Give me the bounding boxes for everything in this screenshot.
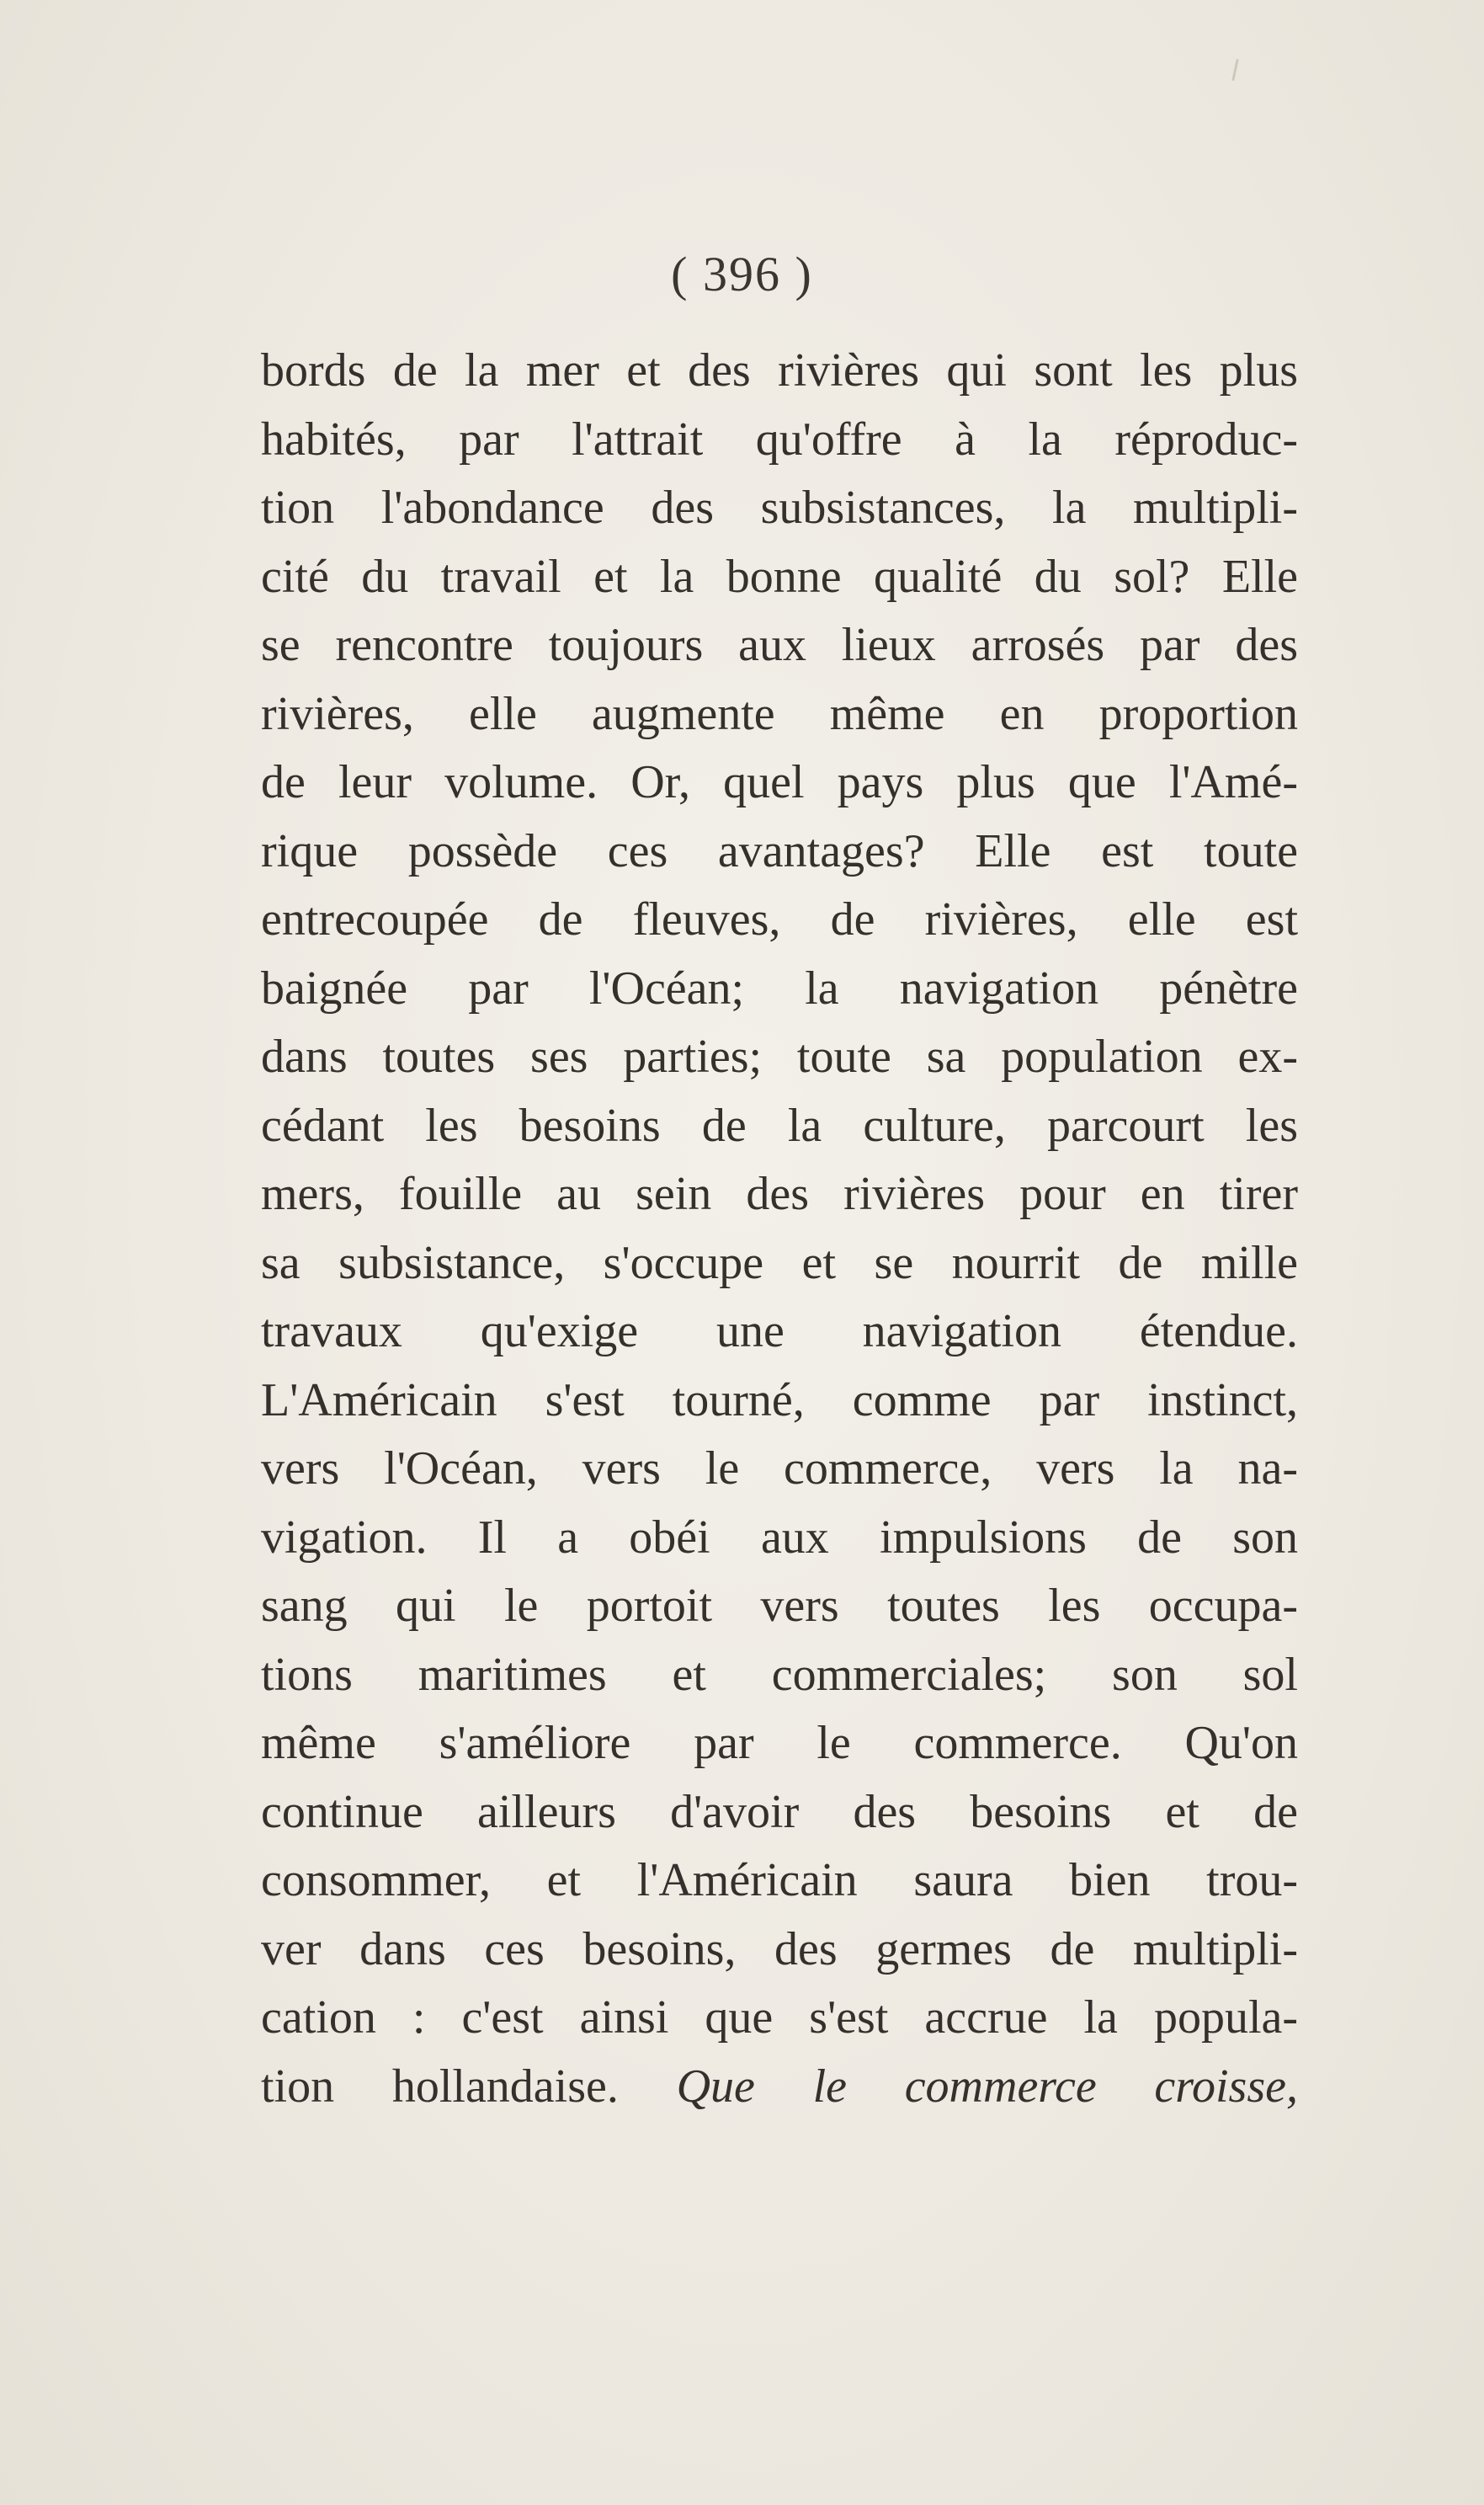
- text-line: travaux qu'exige une navigation étendue.: [261, 1305, 1298, 1357]
- text-line: bords de la mer et des rivières qui sont les plus: [261, 344, 1298, 397]
- text-line: baignée par l'Océan; la navigation pénètre: [261, 962, 1298, 1015]
- text-line: même s'améliore par le commerce. Qu'on: [261, 1717, 1298, 1769]
- text-line: rivières, elle augmente même en proportion: [261, 687, 1298, 740]
- text-line: entrecoupée de fleuves, de rivières, elle est: [261, 893, 1298, 946]
- final-line-regular: tion hollandaise.: [261, 2060, 619, 2113]
- text-line: consommer, et l'Américain saura bien trou-: [261, 1854, 1298, 1906]
- final-line-italic: Que le commerce croisse,: [676, 2060, 1298, 2113]
- text-line: mers, fouille au sein des rivières pour en tirer: [261, 1168, 1298, 1220]
- text-line: sa subsistance, s'occupe et se nourrit de mille: [261, 1236, 1298, 1289]
- text-line-final: [261, 2053, 1298, 2122]
- page-number: ( 396 ): [671, 247, 813, 301]
- text-line: se rencontre toujours aux lieux arrosés par des: [261, 619, 1298, 671]
- text-line: de leur volume. Or, quel pays plus que l'Amé-: [261, 756, 1298, 808]
- text-line: vigation. Il a obéi aux impulsions de son: [261, 1511, 1298, 1564]
- text-line: dans toutes ses parties; toute sa population ex-: [261, 1031, 1298, 1083]
- text-line: cation : c'est ainsi que s'est accrue la popula-: [261, 1991, 1298, 2044]
- text-line: rique possède ces avantages? Elle est toute: [261, 824, 1298, 877]
- text-line: cédant les besoins de la culture, parcourt les: [261, 1099, 1298, 1152]
- text-line: continue ailleurs d'avoir des besoins et de: [261, 1785, 1298, 1838]
- paper-mark: [1231, 59, 1238, 81]
- body-text: [261, 337, 1298, 2121]
- text-line: tion l'abondance des subsistances, la multipli-: [261, 482, 1298, 534]
- text-line: cité du travail et la bonne qualité du sol? Elle: [261, 550, 1298, 603]
- text-line: vers l'Océan, vers le commerce, vers la na-: [261, 1442, 1298, 1495]
- text-line: ver dans ces besoins, des germes de multipli-: [261, 1922, 1298, 1975]
- text-line: tions maritimes et commerciales; son sol: [261, 1648, 1298, 1701]
- text-line: habités, par l'attrait qu'offre à la réproduc-: [261, 413, 1298, 466]
- text-line: sang qui le portoit vers toutes les occupa-: [261, 1580, 1298, 1632]
- text-line: L'Américain s'est tourné, comme par instinct,: [261, 1373, 1298, 1426]
